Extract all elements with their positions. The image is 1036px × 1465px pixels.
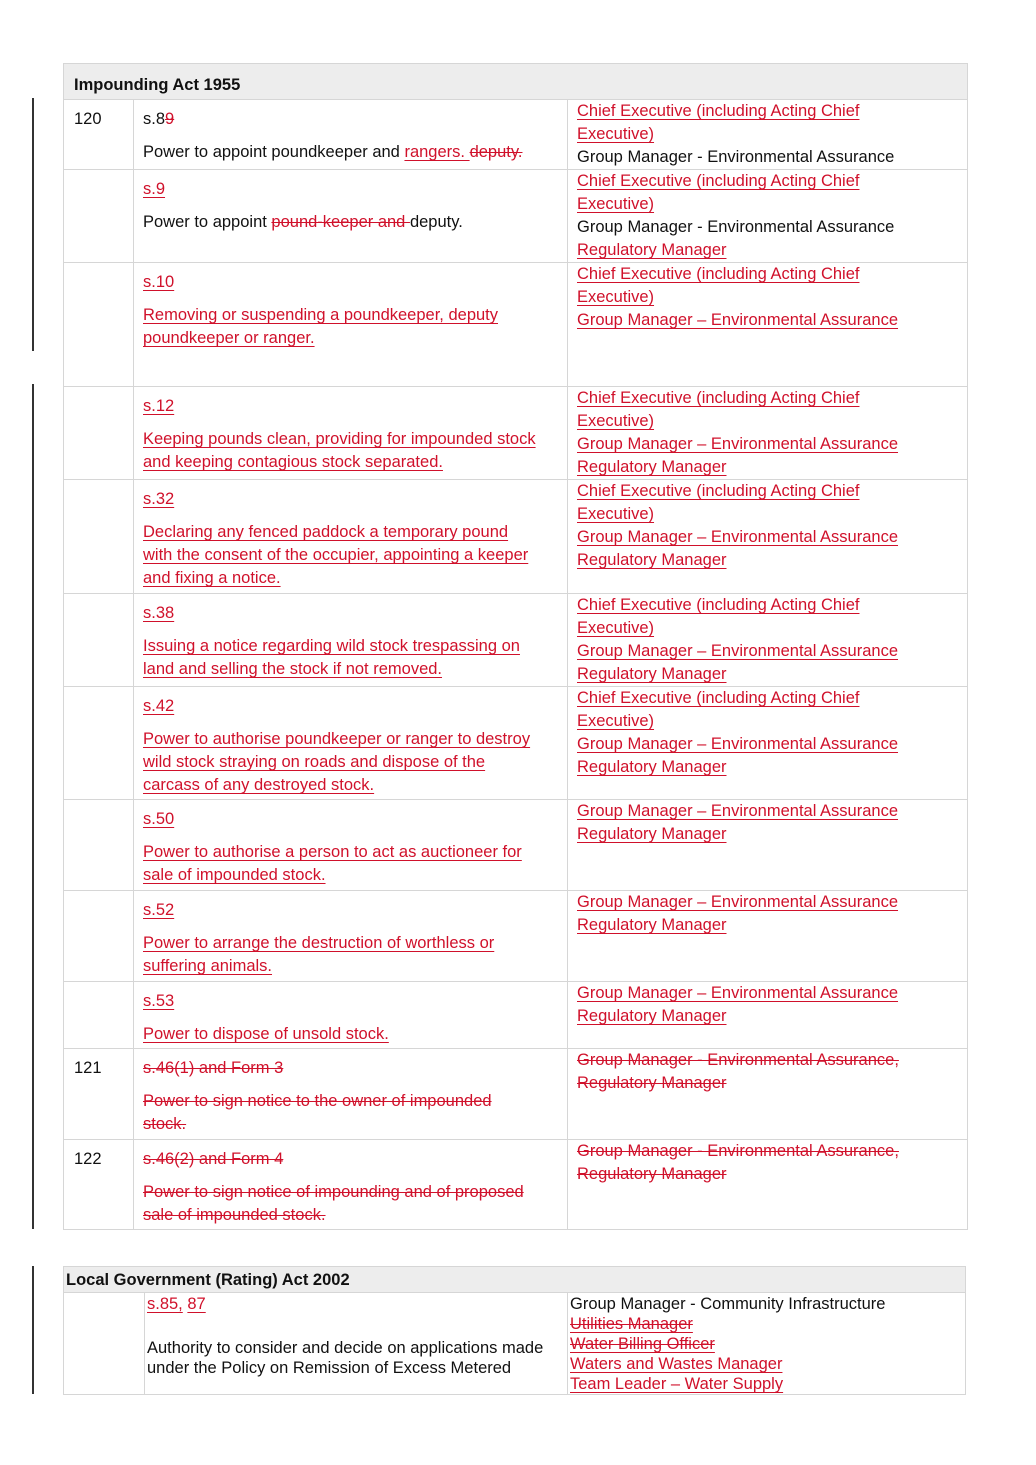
- table-row: [64, 1140, 968, 1230]
- delegate-cell: Group Manager – Environmental Assurance Regulatory Manager: [568, 982, 968, 1049]
- section-cell: s.12 Keeping pounds clean, providing for impounded stock and keeping contagious stock separated.: [134, 387, 568, 480]
- item-number: 120: [64, 100, 134, 170]
- delegate-cell: Chief Executive (including Acting Chief Executive) Group Manager – Environmental Assurance Regulatory Manager: [568, 387, 968, 480]
- table-row: [64, 687, 968, 800]
- section-cell: s.38 Issuing a notice regarding wild stock trespassing on land and selling the stock if not removed.: [134, 594, 568, 687]
- change-bar: [32, 1266, 34, 1394]
- delegate-cell: Chief Executive (including Acting Chief Executive) Group Manager – Environmental Assurance: [568, 263, 968, 387]
- delegate-cell: Group Manager - Community Infrastructure Utilities Manager Water Billing Officer Waters and Wastes Manager Team Leader – Water Supply: [568, 1293, 966, 1395]
- table-row: [64, 170, 968, 263]
- delegate-cell: Group Manager - Environmental Assurance, Regulatory Manager: [568, 1140, 968, 1230]
- section-cell: s.53 Power to dispose of unsold stock.: [134, 982, 568, 1049]
- section-cell: s.46(1) and Form 3 Power to sign notice to the owner of impounded stock.: [134, 1049, 568, 1140]
- item-number: 122: [64, 1140, 134, 1230]
- table-row: [64, 800, 968, 891]
- table-row: [64, 100, 968, 170]
- table-row: [64, 594, 968, 687]
- section-cell: s.50 Power to authorise a person to act as auctioneer for sale of impounded stock.: [134, 800, 568, 891]
- section-cell: s.10 Removing or suspending a poundkeeper, deputy poundkeeper or ranger.: [134, 263, 568, 387]
- table-row: [64, 263, 968, 387]
- delegate-cell: Chief Executive (including Acting Chief Executive) Group Manager – Environmental Assurance Regulatory Manager: [568, 480, 968, 594]
- section-cell: s.85, 87 Authority to consider and decide on applications made under the Policy on Remission of Excess Metered: [145, 1293, 568, 1395]
- delegate-cell: Chief Executive (including Acting Chief Executive) Group Manager - Environmental Assurance: [568, 100, 968, 170]
- section-cell: s.46(2) and Form 4 Power to sign notice of impounding and of proposed sale of impounded stock.: [134, 1140, 568, 1230]
- delegate-cell: Group Manager – Environmental Assurance Regulatory Manager: [568, 891, 968, 982]
- table-row: [64, 480, 968, 594]
- table-header: Impounding Act 1955: [64, 64, 968, 100]
- table-row: [64, 982, 968, 1049]
- table-row: [64, 1293, 966, 1395]
- section-cell: s.32 Declaring any fenced paddock a temporary pound with the consent of the occupier, appointing a keeper and fixing a notice.: [134, 480, 568, 594]
- delegate-cell: Chief Executive (including Acting Chief Executive) Group Manager - Environmental Assurance Regulatory Manager: [568, 170, 968, 263]
- section-cell: s.42 Power to authorise poundkeeper or ranger to destroy wild stock straying on roads and dispose of the carcass of any destroyed stock.: [134, 687, 568, 800]
- change-bar: [32, 98, 34, 351]
- rating-act-table: [63, 1266, 966, 1395]
- section-cell: s.52 Power to arrange the destruction of worthless or suffering animals.: [134, 891, 568, 982]
- item-number: 121: [64, 1049, 134, 1140]
- table-row: [64, 891, 968, 982]
- section-cell: s.9 Power to appoint pound-keeper and deputy.: [134, 170, 568, 263]
- table-row: [64, 387, 968, 480]
- table-row: [64, 1049, 968, 1140]
- delegate-cell: Chief Executive (including Acting Chief Executive) Group Manager – Environmental Assurance Regulatory Manager: [568, 687, 968, 800]
- change-bar: [32, 384, 34, 1229]
- section-cell: s.89 Power to appoint poundkeeper and rangers. deputy.: [134, 100, 568, 170]
- delegate-cell: Group Manager – Environmental Assurance Regulatory Manager: [568, 800, 968, 891]
- table-header: Local Government (Rating) Act 2002: [64, 1267, 966, 1293]
- delegate-cell: Chief Executive (including Acting Chief Executive) Group Manager – Environmental Assurance Regulatory Manager: [568, 594, 968, 687]
- impounding-act-table: [63, 63, 968, 1230]
- delegate-cell: Group Manager - Environmental Assurance, Regulatory Manager: [568, 1049, 968, 1140]
